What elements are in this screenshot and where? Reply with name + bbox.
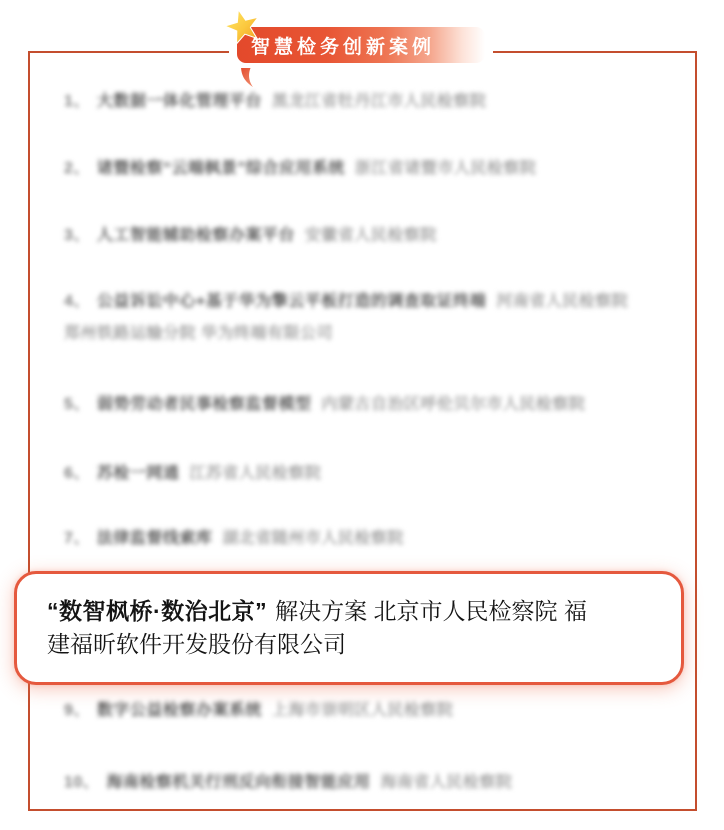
item-title: 苏检一网通 xyxy=(96,465,180,482)
item-organization: 安徽省人民检察院 xyxy=(304,227,437,244)
list-item xyxy=(64,153,669,185)
highlight-line2: 建福昕软件开发股份有限公司 xyxy=(47,631,346,657)
item-organization: 上海市崇明区人民检察院 xyxy=(271,702,454,719)
item-organization: 黑龙江省牡丹江市人民检察院 xyxy=(271,93,487,110)
case-list-panel xyxy=(28,51,697,811)
list-item xyxy=(64,523,669,555)
item-title: 人工智能辅助检察办案平台 xyxy=(96,227,295,244)
item-title: 法律监督线索库 xyxy=(96,530,213,547)
item-organization: 浙江省诸暨市人民检察院 xyxy=(354,160,537,177)
star-icon xyxy=(224,8,262,46)
list-item xyxy=(64,458,669,490)
list-item xyxy=(64,767,669,799)
list-item xyxy=(64,220,669,252)
list-item xyxy=(64,389,669,421)
item-number: 9、 xyxy=(64,702,90,719)
item-number: 10、 xyxy=(64,774,100,791)
highlight-solution-name: “数智枫桥·数治北京” xyxy=(47,598,268,624)
item-number: 7、 xyxy=(64,530,90,547)
item-number: 1、 xyxy=(64,93,90,110)
item-number: 6、 xyxy=(64,465,90,482)
header-badge xyxy=(237,27,485,63)
item-number: 2、 xyxy=(64,160,90,177)
highlight-card xyxy=(14,571,684,685)
item-title: 海南检察机关行刑反向衔接智能应用 xyxy=(106,774,371,791)
list-item xyxy=(64,86,669,118)
list-item xyxy=(64,286,636,350)
item-number: 5、 xyxy=(64,396,90,413)
header-badge-area xyxy=(229,21,493,68)
item-organization: 河南省人民检察院郑州铁路运输分院 华为终端有限公司 xyxy=(64,293,629,342)
list-item xyxy=(64,695,669,727)
badge-tail-decoration xyxy=(239,66,255,88)
item-organization: 海南省人民检察院 xyxy=(380,774,513,791)
item-title: 弱势劳动者民事检察监督模型 xyxy=(96,396,312,413)
item-title: 大数据一体化管理平台 xyxy=(96,93,262,110)
highlight-text-rest: 解决方案 北京市人民检察院 福 xyxy=(275,598,587,624)
highlight-line1 xyxy=(47,595,657,628)
item-organization: 湖北省随州市人民检察院 xyxy=(222,530,404,547)
item-number: 4、 xyxy=(64,293,90,310)
item-number: 3、 xyxy=(64,227,90,244)
item-organization: 江苏省人民检察院 xyxy=(189,465,322,482)
item-title: 公益诉讼中心+基于华为擎云平板打造的调查取证终端 xyxy=(96,293,487,310)
item-organization: 内蒙古自治区呼伦贝尔市人民检察院 xyxy=(321,396,586,413)
item-title: 诸暨检察“云端枫景”综合应用系统 xyxy=(96,160,345,177)
badge-title: 智慧检务创新案例 xyxy=(251,36,436,58)
item-title: 数字公益检察办案系统 xyxy=(96,702,262,719)
